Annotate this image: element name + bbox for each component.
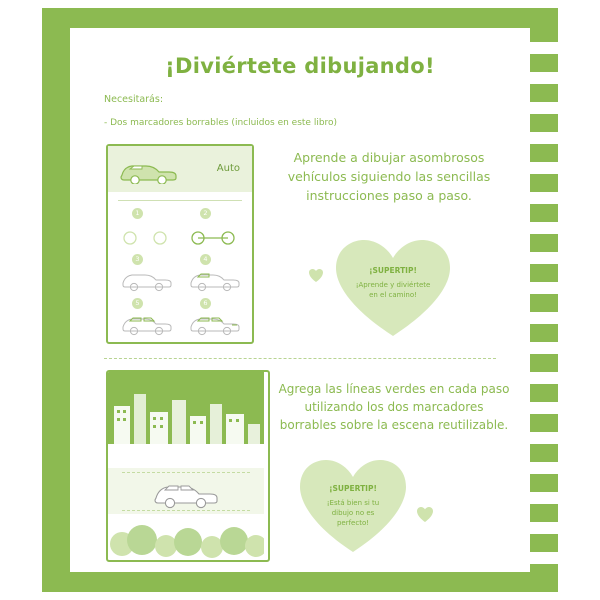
panel-2-instruction: Agrega las líneas verdes en cada paso utilizando los dos marcadores borrables sobre la escena reutilizable. — [278, 382, 510, 432]
page-content — [70, 28, 530, 572]
step-number: 6 — [200, 298, 211, 309]
card-divider — [118, 200, 242, 201]
supertip-heart-1 — [332, 236, 454, 340]
notched-edge — [530, 28, 558, 572]
heart-icon-small — [308, 268, 324, 283]
step-2-drawing — [188, 224, 244, 248]
supertip-heart-2 — [296, 456, 410, 556]
materials-label: Necesitarás: — [104, 94, 164, 105]
supertip-body: ¡Está bien si tu dibujo no es perfecto! — [326, 499, 380, 527]
materials-item: - Dos marcadores borrables (incluidos en este libro) — [104, 118, 338, 128]
scene-ground — [108, 444, 264, 468]
page-title: ¡Diviértete dibujando! — [165, 54, 435, 78]
step-3-drawing — [118, 266, 178, 292]
step-4-drawing — [186, 266, 246, 292]
step-6-drawing — [186, 310, 246, 336]
step-1-drawing — [120, 224, 176, 248]
city-scene-card — [106, 370, 270, 562]
supertip-title: ¡SUPERTIP! — [329, 484, 377, 493]
step-5-drawing — [118, 310, 178, 336]
panel-1-instruction: Aprende a dibujar asombrosos vehículos siguiendo las sencillas instrucciones paso a paso. — [287, 150, 491, 203]
step-number: 3 — [132, 254, 143, 265]
step-number: 1 — [132, 208, 143, 219]
supertip-title: ¡SUPERTIP! — [369, 266, 417, 275]
scene-car — [150, 476, 222, 510]
step-number: 2 — [200, 208, 211, 219]
step-number: 5 — [132, 298, 143, 309]
section-divider — [104, 358, 496, 359]
finished-car-illustration — [118, 156, 180, 184]
step-number: 4 — [200, 254, 211, 265]
supertip-body: ¡Aprende y diviértete en el camino! — [355, 281, 431, 299]
city-buildings — [108, 380, 264, 446]
bushes — [108, 518, 264, 558]
heart-icon-small — [416, 506, 434, 523]
car-steps-card — [106, 144, 254, 344]
road-dashed-line — [122, 472, 250, 473]
card-title-auto: Auto — [216, 163, 240, 174]
road-dashed-line — [122, 510, 250, 511]
